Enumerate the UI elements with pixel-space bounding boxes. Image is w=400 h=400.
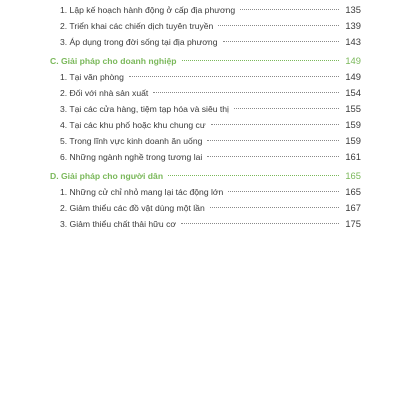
dot-leader	[153, 92, 339, 93]
toc-entry[interactable]	[50, 117, 361, 133]
toc-section-title: C. Giải pháp cho doanh nghiệp	[50, 56, 177, 66]
toc-entry[interactable]	[50, 18, 361, 34]
toc-entry-page: 175	[345, 218, 361, 229]
table-of-contents	[50, 2, 361, 234]
toc-entry[interactable]	[50, 85, 361, 101]
toc-entry-label: 1. Tại văn phòng	[60, 72, 124, 82]
toc-entry-label: 3. Tại các cửa hàng, tiệm tạp hóa và siêu thị	[60, 104, 229, 114]
toc-entry-label: 1. Những cử chỉ nhỏ mang lại tác động lớn	[60, 187, 224, 197]
toc-entry[interactable]	[50, 34, 361, 50]
toc-section-c	[50, 52, 361, 165]
dot-leader	[181, 223, 339, 224]
toc-entry-page: 135	[345, 4, 361, 15]
toc-entry-page: 159	[345, 135, 361, 146]
toc-entry[interactable]	[50, 149, 361, 165]
toc-entry[interactable]	[50, 133, 361, 149]
toc-entry-page: 143	[345, 36, 361, 47]
toc-entry-label: 3. Giảm thiểu chất thải hữu cơ	[60, 219, 177, 229]
toc-entry[interactable]	[50, 184, 361, 200]
toc-entry-label: 1. Lập kế hoạch hành động ở cấp địa phương	[60, 5, 236, 15]
toc-entry-page: 149	[345, 71, 361, 82]
toc-entry-page: 155	[345, 103, 361, 114]
toc-entry-page: 154	[345, 87, 361, 98]
toc-entry-label: 3. Áp dụng trong đời sống tại địa phương	[60, 37, 218, 47]
toc-entry[interactable]	[50, 69, 361, 85]
toc-entry-label: 2. Đối với nhà sản xuất	[60, 88, 149, 98]
toc-section-d	[50, 167, 361, 232]
toc-entry-label: 2. Giảm thiểu các đồ vật dùng một lần	[60, 203, 205, 213]
dot-leader	[207, 140, 339, 141]
toc-section-page: 149	[345, 55, 361, 66]
toc-entry-page: 159	[345, 119, 361, 130]
toc-entry[interactable]	[50, 216, 361, 232]
toc-section-page: 165	[345, 170, 361, 181]
dot-leader	[210, 207, 339, 208]
toc-entry[interactable]	[50, 200, 361, 216]
dot-leader	[223, 41, 340, 42]
toc-entry-label: 2. Triển khai các chiến dịch tuyên truyền	[60, 21, 214, 31]
dot-leader	[240, 9, 339, 10]
toc-entry-label: 4. Tại các khu phố hoặc khu chung cư	[60, 120, 206, 130]
dot-leader	[168, 175, 339, 176]
toc-section-continued	[50, 2, 361, 50]
dot-leader	[234, 108, 339, 109]
toc-section-heading[interactable]	[50, 167, 361, 184]
toc-entry[interactable]	[50, 101, 361, 117]
dot-leader	[207, 156, 339, 157]
dot-leader	[129, 76, 339, 77]
toc-entry-label: 6. Những ngành nghề trong tương lai	[60, 152, 203, 162]
toc-entry-page: 165	[345, 186, 361, 197]
dot-leader	[211, 124, 339, 125]
dot-leader	[228, 191, 339, 192]
toc-entry-page: 139	[345, 20, 361, 31]
toc-section-title: D. Giải pháp cho người dân	[50, 171, 164, 181]
dot-leader	[182, 60, 339, 61]
toc-entry-page: 167	[345, 202, 361, 213]
toc-entry-page: 161	[345, 151, 361, 162]
toc-entry-label: 5. Trong lĩnh vực kinh doanh ăn uống	[60, 136, 203, 146]
toc-section-heading[interactable]	[50, 52, 361, 69]
dot-leader	[218, 25, 339, 26]
toc-entry[interactable]	[50, 2, 361, 18]
